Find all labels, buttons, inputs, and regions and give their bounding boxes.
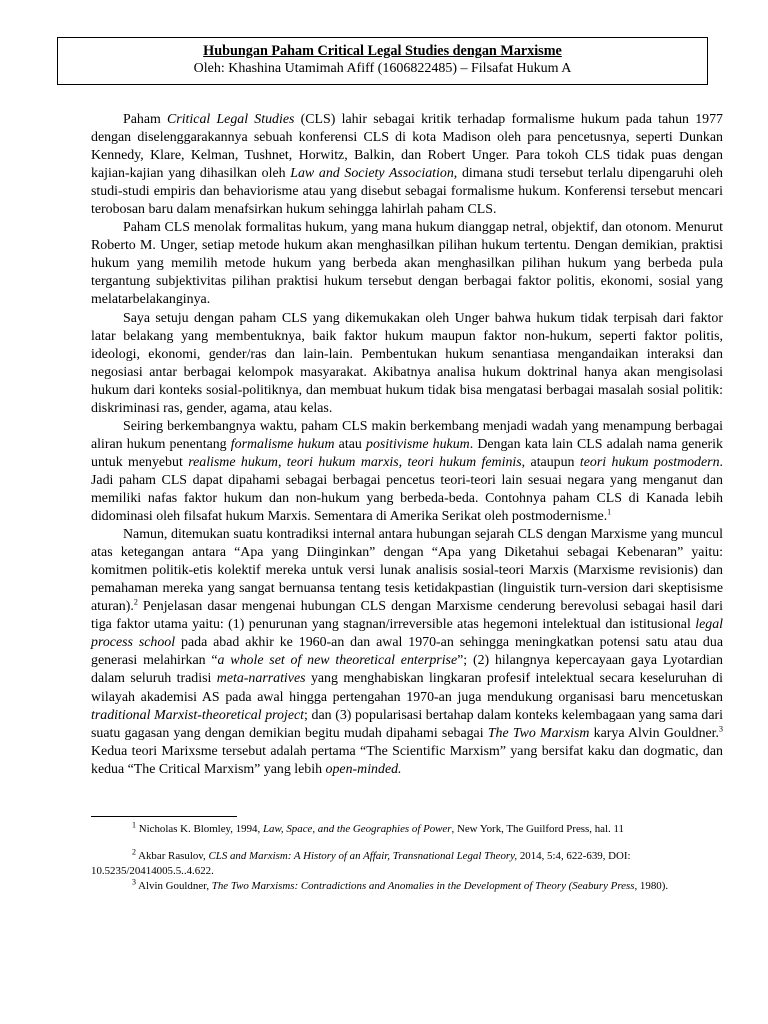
- footnote-ref-1[interactable]: 1: [607, 507, 612, 517]
- footnote-number: 1: [132, 820, 136, 830]
- footnote-number: 2: [132, 847, 136, 857]
- emphasis: CLS and Marxism: A History of an Affair, Transnational Legal Theory,: [208, 850, 518, 862]
- footnote-number: 3: [132, 877, 136, 887]
- emphasis: Law and Society Association: [290, 166, 454, 182]
- emphasis: Critical Legal Studies: [167, 112, 295, 127]
- emphasis: meta-narratives: [216, 671, 306, 687]
- footnote-2: $^2$ Akbar Rasulov, CLS and Marxism: A History of an Affair, Transnational Legal Theory, 2014, 5:4, 622-639, DOI: 10.5235/20414005.5..4.622.: [91, 847, 631, 877]
- emphasis: The Two Marxism: [487, 725, 590, 741]
- emphasis: traditional Marxist-theoretical project: [91, 707, 305, 723]
- footnotes: [91, 822, 684, 894]
- emphasis: legal process school: [91, 617, 723, 651]
- paragraph-1: Paham Critical Legal Studies (CLS) lahir sebagai kritik terhadap formalisme hukum pada tahun 1977 dengan diselenggarakannya sebuah konferensi CLS di kota Madison oleh para pencetusnya, seperti Dunkan Kennedy, Klare, Kelman, Tushnet, Horwitz, Balkin, dan Robert Unger. Para tokoh CLS tidak puas dengan kajian-kajian yang dihasilkan oleh Law and Society Association, dimana studi tersebut terlalu dipengaruhi oleh studi-studi empiris dan behaviorisme atau yang disebut sebagai formalisme hukum. Konferensi tersebut mencari terobosan baru dalam menafsirkan hukum sehingga lahirlah paham CLS.: [91, 112, 723, 218]
- paragraph-2: Paham CLS menolak formalitas hukum, yang mana hukum dianggap netral, objektif, dan otonom. Menurut Roberto M. Unger, setiap metode hukum akan menghasilkan pilihan hukum tertentu. Dengan demikian, praktisi hukum yang memilih metode hukum yang berbeda akan menghasilkan pilihan hukum yang berbeda pula tergantung subjektivitas pilihan praktisi hukum tersebut dengan berbagai faktor politis, ekonomi, sosial yang melatarbelakanginya.: [91, 220, 723, 308]
- document-title: Hubungan Paham Critical Legal Studies dengan Marxisme: [203, 43, 562, 59]
- footnote-1: $^1$ Nicholas K. Blomley, 1994, Law, Space, and the Geographies of Power, New York, The Guilford Press, hal. 11: [132, 820, 624, 835]
- author-byline: Oleh: Khashina Utamimah Afiff (1606822485) – Filsafat Hukum A: [193, 61, 572, 76]
- footnote-separator: [91, 816, 237, 817]
- paragraph-5: Namun, ditemukan suatu kontradiksi internal antara hubungan sejarah CLS dengan Marxisme yang muncul atas ketegangan antara “Apa yang Diinginkan” dengan “Apa yang Diketahui sebagai Kebenaran” yaitu: komitmen politik-etis kolektif mereka untuk versi lunak analisis sosial-teori Marxis (Marxisme revisionis) dan pemahaman mereka yang sangat bernuansa tentang tesis ketidakpastian (linguistik turn-version dari skeptisisme aturan).$^2$ Penjelasan dasar mengenai hubungan CLS dengan Marxisme cenderung berevolusi sebagai hasil dari tiga faktor utama yaitu: (1) penurunan yang stagnan/irreversible atas hegemoni intelektual dan istitusional legal process school pada abad akhir ke 1960-an dan awal 1970-an sehingga meningkatkan potensi satu atau dua generasi melahirkan “a whole set of new theoretical enterprise”; (2) hilangnya kepercayaan gaya Lyotardian dalam seluruh tradisi meta-narratives yang menghabiskan lingkaran profesif intelektual secara keseluruhan di wilayah akademisi AS pada awal hingga pertengahan 1970-an juga mendukung organisasi baru mencetuskan traditional Marxist-theoretical project; dan (3) popularisasi bertahap dalam konteks kelembagaan yang sama dari suatu gagasan yang dengan demikian begitu mudah dipahami sebagai The Two Marxism karya Alvin Gouldner.$^3$ Kedua teori Marixsme tersebut adalah pertama “The Scientific Marxism” yang bersifat kaku dan dogmatic, dan kedua “The Critical Marxism” yang lebih open-minded.: [91, 527, 724, 777]
- emphasis: teori hukum postmodern: [579, 454, 720, 470]
- emphasis: teori hukum marxis, teori hukum feminis: [286, 454, 522, 470]
- emphasis: realisme hukum: [188, 454, 278, 470]
- footnote-3: $^3$ Alvin Gouldner, The Two Marxisms: Contradictions and Anomalies in the Development of Theory (Seabury Press, 1980).: [132, 877, 669, 892]
- footnote-ref-3[interactable]: 3: [719, 723, 724, 733]
- document-body: [91, 111, 723, 779]
- emphasis: a whole set of new theoretical enterprise: [217, 653, 458, 669]
- paragraph-4: Seiring berkembangnya waktu, paham CLS makin berkembang menjadi wadah yang menampung berbagai aliran hukum penentang formalisme hukum atau positivisme hukum. Dengan kata lain CLS adalah nama generik untuk menyebut realisme hukum, teori hukum marxis, teori hukum feminis, ataupun teori hukum postmodern. Jadi paham CLS dapat dipahami sebagai berbagai pencetus teori-teori lain sesuai negara yang menganut dan memiliki nafas faktor hukum dan non-hukum yang berbeda-beda. Contohnya paham CLS di Kanada lebih didominasi oleh filsafat hukum Marxis. Sementara di Amerika Serikat oleh postmodernisme.$^1$: [91, 418, 724, 525]
- footnote-ref-2[interactable]: 2: [133, 597, 138, 607]
- document-header: [57, 37, 708, 85]
- emphasis: positivisme hukum: [366, 436, 470, 452]
- emphasis: formalisme hukum: [230, 436, 335, 452]
- paragraph-3: Saya setuju dengan paham CLS yang dikemukakan oleh Unger bahwa hukum tidak terpisah dari faktor latar belakang yang membentuknya, baik faktor hukum maupun faktor non-hukum, seperti faktor politis, ideologi, ekonomi, gender/ras dan lain-lain. Pembentukan hukum senantiasa mengandaikan interaksi dan negosiasi antar berbagai kelompok masyarakat. Akibatnya analisa hukum doktrinal hanya akan mengisolasi hukum dari konteks sosial-politiknya, dan membuat hukum tidak bisa mengatasi berbagai masalah sosial politik: diskriminasi ras, gender, agama, atau kelas.: [91, 310, 723, 416]
- emphasis: Law, Space, and the Geographies of Power: [262, 823, 452, 835]
- emphasis: open-minded.: [325, 761, 402, 777]
- emphasis: The Two Marxisms: Contradictions and Anomalies in the Development of Theory (Seabury Press: [211, 880, 635, 892]
